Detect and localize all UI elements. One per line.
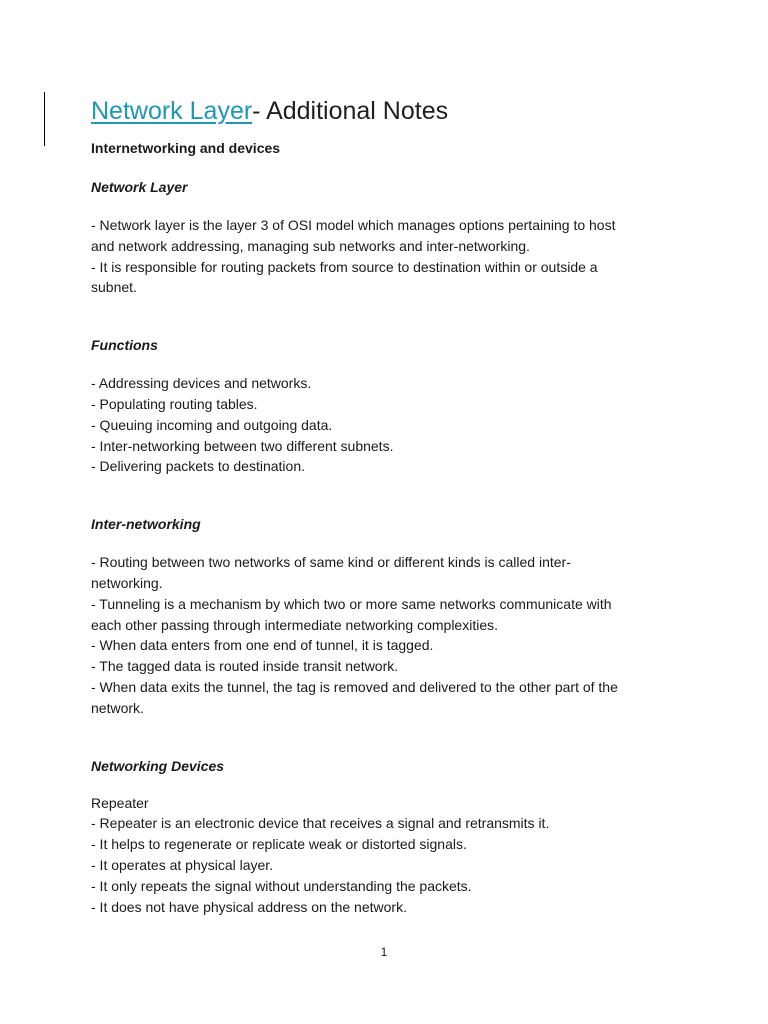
title-suffix: - Additional Notes	[252, 97, 449, 125]
page-title	[91, 92, 681, 130]
section-heading-network-layer: Network Layer	[91, 179, 188, 195]
list-item: - Inter-networking between two different subnets.	[91, 437, 394, 454]
list-item: - Populating routing tables.	[91, 395, 258, 412]
list-item: - It does not have physical address on the network.	[91, 898, 407, 915]
body-line: - When data enters from one end of tunnel, it is tagged.	[91, 637, 434, 654]
body-line: networking.	[91, 574, 163, 591]
body-line: - Tunneling is a mechanism by which two or more same networks communicate with	[91, 595, 612, 612]
list-item: - Queuing incoming and outgoing data.	[91, 416, 333, 433]
body-line: subnet.	[91, 279, 137, 296]
list-item: - Delivering packets to destination.	[91, 458, 305, 475]
section-heading-inter-networking: Inter-networking	[91, 516, 201, 533]
section-body-inter-networking	[91, 552, 681, 718]
body-line: each other passing through intermediate networking complexities.	[91, 616, 499, 633]
body-line: - Routing between two networks of same kind or different kinds is called inter-	[91, 554, 571, 571]
section-body-networking-devices	[91, 813, 681, 917]
list-item: - Repeater is an electronic device that receives a signal and retransmits it.	[91, 815, 550, 832]
list-item: - It helps to regenerate or replicate weak or distorted signals.	[91, 836, 467, 853]
body-line: network.	[91, 699, 144, 716]
body-line: - Network layer is the layer 3 of OSI model which manages options pertaining to host	[91, 217, 616, 233]
device-heading-repeater: Repeater	[91, 794, 149, 811]
section-body-network-layer	[91, 215, 681, 298]
page-number: 1	[380, 945, 388, 959]
document-page	[91, 92, 681, 917]
list-item: - It only repeats the signal without understanding the packets.	[91, 877, 472, 894]
section-heading-networking-devices: Networking Devices	[91, 757, 225, 774]
list-item: - Addressing devices and networks.	[91, 375, 312, 392]
text-cursor	[44, 92, 45, 146]
title-link[interactable]: Network Layer	[91, 97, 253, 125]
body-line: and network addressing, managing sub networks and inter-networking.	[91, 237, 530, 254]
document-heading: Internetworking and devices	[91, 140, 281, 156]
section-body-functions	[91, 373, 681, 477]
body-line: - The tagged data is routed inside transit network.	[91, 658, 399, 675]
body-line: - It is responsible for routing packets from source to destination within or outside a	[91, 258, 598, 275]
body-line: - When data exits the tunnel, the tag is removed and delivered to the other part of the	[91, 678, 618, 695]
section-heading-functions: Functions	[91, 337, 158, 354]
list-item: - It operates at physical layer.	[91, 856, 274, 873]
